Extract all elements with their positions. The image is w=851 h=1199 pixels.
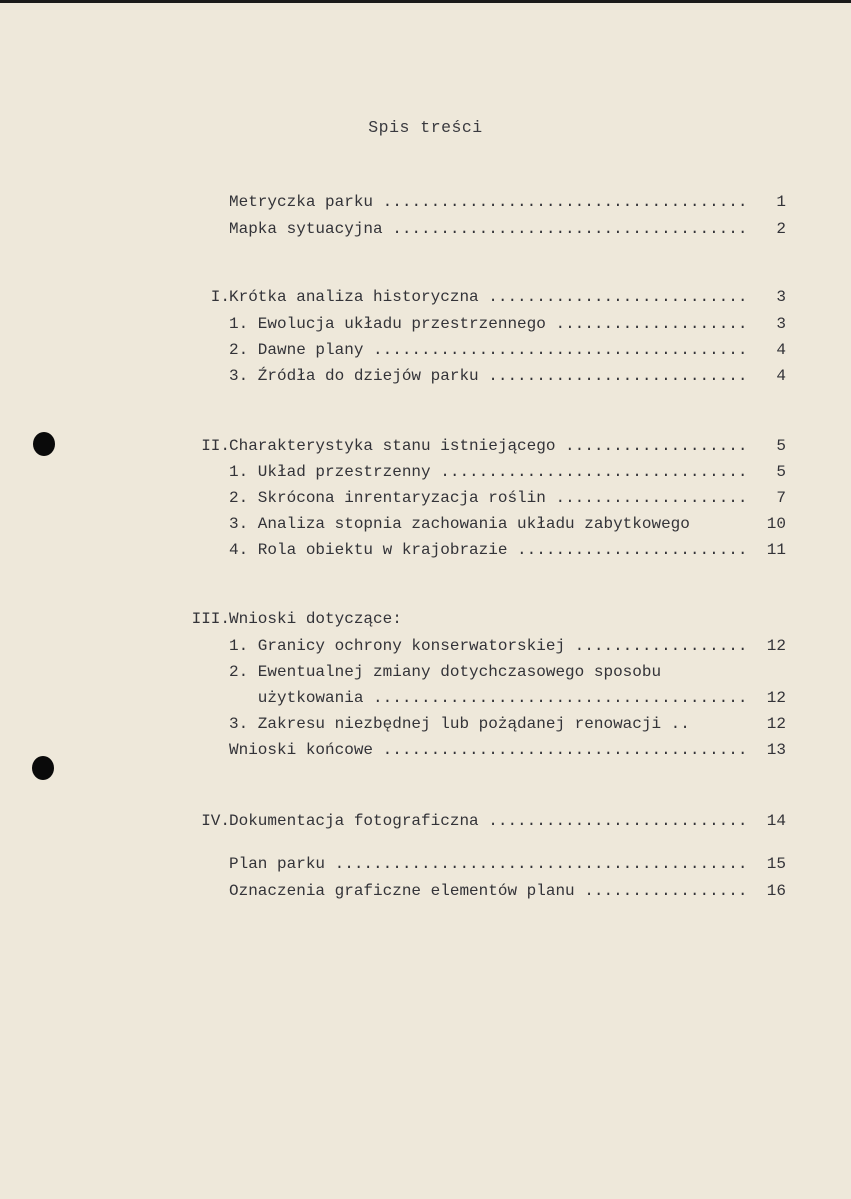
- toc-entry: [0, 878, 851, 904]
- toc-entry-text: 3. Zakresu niezbędnej lub pożądanej renowacji ..: [229, 715, 690, 733]
- toc-section-number: II.: [201, 437, 230, 455]
- toc-entry-page: 13: [766, 741, 786, 759]
- toc-section-number: I.: [210, 288, 230, 306]
- toc-section-number: IV.: [201, 812, 230, 830]
- toc-entry: [0, 216, 851, 242]
- toc-entry-page: 2: [776, 220, 786, 238]
- toc-entry-text: 1. Granicy ochrony konserwatorskiej .....: [229, 633, 751, 659]
- toc-entry: [0, 737, 851, 763]
- toc-entry-text: 2. Skrócona inrentaryzacja roślin .....: [229, 485, 751, 511]
- toc-entry: [0, 311, 851, 337]
- toc-entry-page: 1: [776, 193, 786, 211]
- toc-entry: [0, 633, 851, 659]
- toc-entry-text: 3. Analiza stopnia zachowania układu zabytkowego: [229, 515, 690, 533]
- toc-entry-page: 10: [766, 515, 786, 533]
- toc-entry-page: 12: [766, 715, 786, 733]
- toc-entry-text: Wnioski dotyczące:: [229, 610, 402, 628]
- toc-entry: [0, 459, 851, 485]
- toc-entry-text: użytkowania .....: [229, 685, 751, 711]
- toc-entry: [0, 485, 851, 511]
- toc-entry-text: Charakterystyka stanu istniejącego .....: [229, 433, 751, 459]
- toc-entry-text: Oznaczenia graficzne elementów planu .....: [229, 878, 751, 904]
- toc-entry-text: 1. Ewolucja układu przestrzennego .....: [229, 311, 751, 337]
- toc-entry-page: 11: [766, 541, 786, 559]
- toc-section: [0, 284, 851, 310]
- page-top-edge: [0, 0, 851, 3]
- toc-entry-text: Mapka sytuacyjna .....: [229, 216, 751, 242]
- toc-entry: [0, 537, 851, 563]
- toc-entry-page: 4: [776, 367, 786, 385]
- toc-entry: [0, 685, 851, 711]
- toc-entry-page: 14: [766, 812, 786, 830]
- toc-entry-text: 2. Dawne plany .....: [229, 337, 751, 363]
- toc-entry-page: 12: [766, 689, 786, 707]
- toc-section: [0, 433, 851, 459]
- page-title: Spis treści: [368, 118, 483, 137]
- toc-entry-page: 4: [776, 341, 786, 359]
- toc-entry-text: 4. Rola obiektu w krajobrazie .....: [229, 537, 751, 563]
- toc-entry-page: 16: [766, 882, 786, 900]
- toc-entry-text: Dokumentacja fotograficzna .....: [229, 808, 751, 834]
- toc-entry-text: Plan parku .....: [229, 851, 751, 877]
- toc-entry: [0, 189, 851, 215]
- toc-entry: [0, 851, 851, 877]
- toc-entry: [0, 363, 851, 389]
- toc-entry: [0, 337, 851, 363]
- toc-entry-text: 2. Ewentualnej zmiany dotychczasowego sposobu: [229, 663, 662, 681]
- toc-entry-page: 3: [776, 315, 786, 333]
- toc-entry-page: 3: [776, 288, 786, 306]
- toc-entry: [0, 511, 851, 537]
- toc-entry-text: 3. Źródła do dziejów parku .....: [229, 363, 751, 389]
- toc-entry-text: Krótka analiza historyczna .....: [229, 284, 751, 310]
- toc-entry: [0, 659, 851, 685]
- toc-section-number: III.: [191, 610, 230, 628]
- toc-entry-page: 5: [776, 437, 786, 455]
- toc-entry-text: 1. Układ przestrzenny .....: [229, 459, 751, 485]
- toc-section: [0, 808, 851, 834]
- toc-section: [0, 606, 851, 632]
- toc-entry-page: 15: [766, 855, 786, 873]
- toc-entry-text: Wnioski końcowe .....: [229, 737, 751, 763]
- toc-entry-page: 7: [776, 489, 786, 507]
- toc-entry-page: 12: [766, 637, 786, 655]
- toc-entry-page: 5: [776, 463, 786, 481]
- toc-entry: [0, 711, 851, 737]
- toc-entry-text: Metryczka parku .....: [229, 189, 751, 215]
